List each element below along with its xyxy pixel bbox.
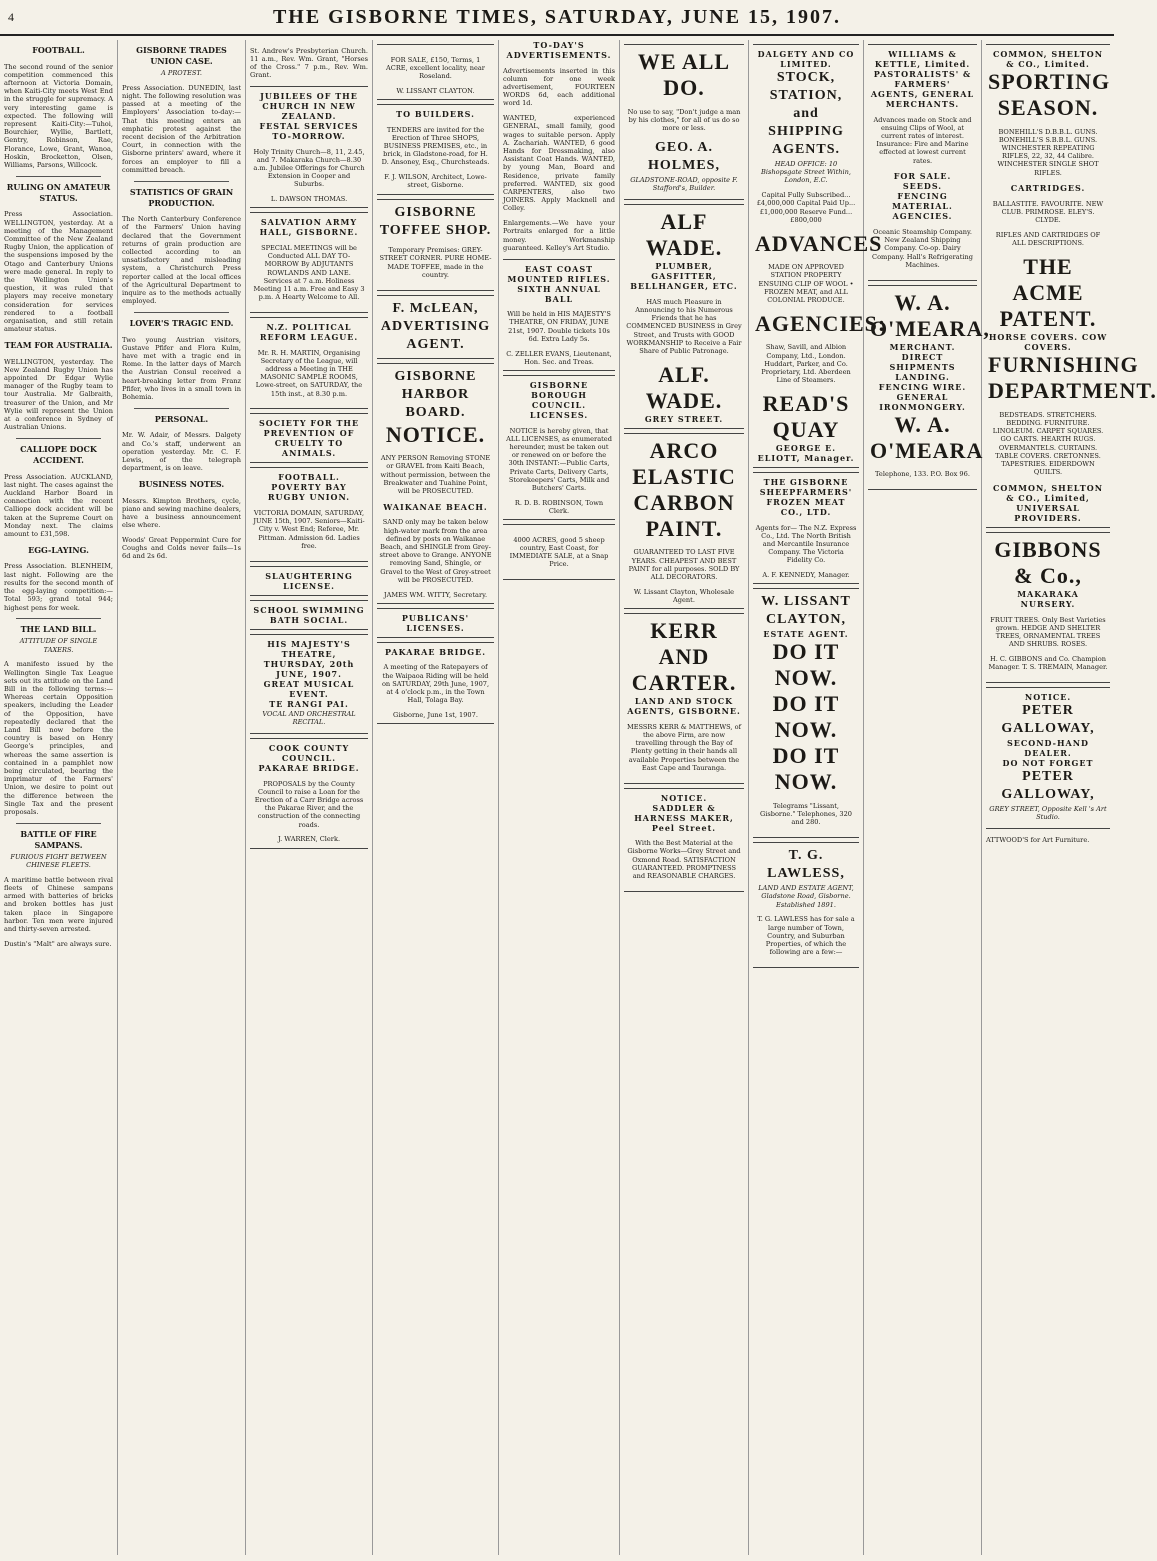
stock-heading: STOCK, STATION, and SHIPPING AGENTS.	[768, 70, 844, 157]
furnishing-text: BEDSTEADS. STRETCHERS. BEDDING. FURNITURE. LINOLEUM. CARPET SQUARES. GO CARTS. HEARTH RUGS. OVERMANTELS. CURTAINS. TABLE COVERS. CRETONNES. TAPESTRIES. EIDERDOWN QUILTS.	[992, 410, 1104, 477]
article-grain: The North Canterbury Conference of the Farmers' Union having declared that the Government returns of grain production are collected according to an unsatisfactory and misleading system, a Christchurch Press reporter called at the local offices of the Agricultural Department to inquire as to the methods actually employed.	[122, 215, 241, 306]
recital-subheading: VOCAL AND ORCHESTRAL RECITAL.	[262, 709, 356, 726]
builders-text: TENDERS are invited for the Erection of Three SHOPS, BUSINESS PREMISES, etc., in brick, in Gladstone-road, for H. D. Ansoney, Esq., Churchsteads.	[381, 125, 490, 167]
kerr-subheading: LAND AND STOCK AGENTS, GISBORNE.	[627, 696, 741, 717]
divider	[16, 823, 101, 824]
footer-ad: Dustin's "Malt" are always sure.	[4, 939, 112, 948]
dalgety-heading: DALGETY AND CO LIMITED.	[757, 49, 855, 69]
divider	[134, 312, 229, 313]
williams-text: Advances made on Stock and ensuing Clips of Wool, at current rates of interest. Insurance: Fire and Marine effected at lowest current rates.	[873, 115, 972, 165]
forget-heading: DO NOT FORGET	[1002, 758, 1094, 769]
terangi-heading: TE RANGI PAI.	[269, 698, 349, 709]
today-text: Advertisements inserted in this column for one week advertisement, FOURTEEN WORDS 6d, each additional word 1d.	[503, 66, 615, 108]
forsale-agent: W. LISSANT CLAYTON.	[396, 86, 475, 95]
advances-text: MADE ON APPROVED STATION PROPERTY ENSUING CLIP OF WOOL • FROZEN MEAT, and ALL COLONIAL PRODUCE.	[758, 263, 854, 305]
heading-sampans: BATTLE OF FIRE SAMPANS.	[20, 828, 97, 850]
licence-heading: PUBLICANS' LICENSES.	[401, 612, 470, 633]
gibbons-heading: GIBBONS & Co.,	[994, 537, 1102, 589]
pastoral-heading: PASTORALISTS' & FARMERS' AGENTS, GENERAL MERCHANTS.	[870, 69, 975, 109]
omeara-heading-2: W. A. O'MEARA	[870, 411, 984, 463]
lawless-subheading: LAND AND ESTATE AGENT, Gladstone Road, Gisborne. Established 1891.	[758, 884, 854, 909]
licenses-heading: LICENSES.	[529, 410, 589, 421]
galloway-heading: PETER GALLOWAY,	[1001, 703, 1095, 737]
toffee-heading: GISBORNE TOFFEE SHOP.	[379, 204, 492, 238]
event-heading: GREAT MUSICAL EVENT.	[263, 678, 355, 699]
heading-football: FOOTBALL.	[32, 45, 85, 55]
ad-gibbons	[986, 532, 1110, 683]
ad-toffee	[377, 199, 494, 291]
article-trades: Press Association. DUNEDIN, last night. The following resolution was passed at a meeting of the Employers' Association to-day:—That this meeting enters an emphatic protest against the recent decision of the Arbitration Court, in connection with the Gisborne printers' award, where it forces an employer to fill a committed breach.	[122, 83, 241, 174]
ad-salvation	[250, 212, 368, 313]
merchant-heading: MERCHANT.	[889, 341, 956, 352]
wade-heading-2: ALF. WADE.	[645, 361, 723, 413]
harbor-signature: JAMES WM. WITTY, Secretary.	[383, 590, 488, 599]
ad-lawless	[753, 842, 859, 968]
column-6	[620, 40, 749, 1555]
borough-heading: GISBORNE BOROUGH COUNCIL.	[529, 380, 589, 411]
borough-text: NOTICE is hereby given, that ALL LICENSES, as enumerated hereunder, must be taken out or renewed on or before the 30th INSTANT:—Public Carts, Private Carts, Delivery Carts, Storekeepers' Carts, Milk and Butchers' Carts.	[506, 426, 612, 493]
ad-galloway	[986, 687, 1110, 829]
holmes-heading: GEO. A. HOLMES,	[648, 139, 720, 173]
article-egg: Press Association. BLENHEIM, last night. Following are the results for the second month of the egg-laying competition:—Total 593; grand total 944; highest pens for week.	[4, 562, 113, 612]
column-1	[0, 40, 118, 1555]
heading-personal: PERSONAL.	[154, 413, 209, 424]
article-team: WELLINGTON, yesterday. The New Zealand Rugby Union has appointed Dr Edgar Wylie manager of the Rugby team to tour Australia. Mr Galbraith, treasurer of the Union, and Mr Wylie will represent the Union at a conference in Sydney of Australian Unions.	[4, 357, 113, 432]
theatre-heading: HIS MAJESTY'S THEATRE, THURSDAY, 20th JUNE, 1907.	[263, 638, 355, 679]
direct-heading: DIRECT SHIPMENTS LANDING.	[889, 351, 956, 382]
divider	[16, 438, 101, 439]
ad-kerr	[624, 613, 744, 783]
ad-society	[250, 413, 368, 463]
notice-heading: NOTICE.	[385, 421, 486, 447]
ad-arco	[624, 433, 744, 609]
galloway-address: GREY STREET, Opposite Kell 's Art Studio.	[989, 805, 1107, 822]
jubilee-text: Holy Trinity Church—8, 11, 2.45, and 7. Makaraka Church—8.30 a.m. Jubilee Offerings for Church Extension in Cooper and Suburbs.	[253, 147, 365, 189]
arco-signature: W. Lissant Clayton, Wholesale Agent.	[633, 587, 735, 605]
cartridges-text: BALLASTITE. FAVOURITE. NEW CLUB. PRIMROSE. ELEY'S. CLYDE.	[992, 200, 1104, 225]
subheading-landbill: ATTITUDE OF SINGLE TAXERS.	[19, 637, 98, 654]
waikanae-heading: WAIKANAE BEACH.	[383, 501, 488, 512]
church-notice: St. Andrew's Presbyterian Church. 11 a.m., Rev. Wm. Grant, "Horses of the Cross." 7 p.m., Rev. Wm. Grant.	[250, 46, 368, 80]
football-heading: FOOTBALL.	[278, 472, 340, 483]
heading-landbill: THE LAND BILL.	[20, 624, 97, 635]
rugby-heading: POVERTY BAY RUGBY UNION.	[267, 482, 351, 503]
borough-signature: R. D. B. ROBINSON, Town Clerk.	[514, 498, 604, 516]
county-text: PROPOSALS by the County Council to raise a Loan for the Erection of a Carr Bridge across the Pakarae River, and the construction of the connecting roads.	[254, 779, 364, 829]
ad-saddler	[624, 788, 744, 892]
rifles-text: RIFLES AND CARTRIDGES OF ALL DESCRIPTIONS.	[995, 231, 1101, 248]
lawless-heading: T. G. LAWLESS,	[767, 848, 845, 882]
builders-heading: TO BUILDERS.	[396, 109, 475, 119]
article-football: The second round of the senior competition commenced this afternoon at Victoria Domain, when Kaiti-City meets West End in the struggle for supremacy. A very interesting game is expected. The following will represent Kaiti-City:—Tuhoi, Bourchier, Wyllie, Bartlett, Gentry, Robinson, Rae, Florance, Lowe, Grant, Wanoa, Hoskin, Brocketton, Olsen, Williams, Parsons, Willcock.	[4, 62, 113, 170]
harbor-heading: GISBORNE HARBOR BOARD.	[394, 368, 477, 420]
dalgety-office: HEAD OFFICE: 10 Bishopsgate Street Within, London, E.C.	[761, 160, 851, 185]
kerr-heading: KERR AND CARTER.	[631, 618, 737, 696]
ad-licence	[377, 608, 494, 638]
wanted-ads: WANTED, experienced GENERAL, small family, good wages to suitable person. Apply A. Zachariah. WANTED, 6 good Hands for Dressmaking, also Assistant Coat Hands. WANTED, by young Man, Board and Residence, private family preferred. WANTED, six good CARPENTERS, also two JOINERS. Apply Macknell and Colley.	[503, 114, 615, 213]
county-signature: J. WARREN, Clerk.	[277, 835, 341, 844]
article-lover: Two young Austrian visitors, Gustave Pfifer and Flora Kulm, have met with a tragic end in Rome. In the latter days of March the Austrian Consul received a heart-breaking letter from Franz Pfifer, who lives in a small town in Bohemia.	[122, 335, 241, 402]
wade-heading: ALF WADE.	[645, 209, 723, 261]
ad-dalgety	[753, 44, 887, 468]
divider	[134, 181, 229, 182]
jubilee-signature: L. DAWSON THOMAS.	[270, 195, 348, 204]
agencies-heading: AGENCIES.	[892, 211, 953, 222]
masthead	[0, 0, 1114, 36]
ad-borough	[503, 375, 615, 520]
ad-omeara	[868, 285, 990, 490]
ball-heading: SIXTH ANNUAL BALL	[517, 283, 601, 304]
common-heading-2: COMMON, SHELTON & CO., Limited,	[992, 483, 1104, 504]
column-4	[373, 40, 499, 1555]
heading-lover: LOVER'S TRAGIC END.	[129, 318, 234, 329]
subheading-sampans: FURIOUS FIGHT BETWEEN CHINESE FLEETS.	[10, 852, 107, 869]
sale-heading: FOR SALE.	[893, 171, 952, 182]
jubilee-heading: JUBILEES OF THE CHURCH IN NEW ZEALAND.	[260, 91, 358, 121]
bridge-heading: PAKARAE BRIDGE.	[384, 646, 487, 657]
lawless-text: T. G. LAWLESS has for sale a large number of Town, Country, and Suburban Properties, of which the following are a few:—	[757, 915, 855, 957]
weall-text: No use to say, "Don't judge a man by his clothes," for all of us do so more or less.	[627, 107, 741, 132]
ad-swim	[250, 600, 368, 630]
heading-grain: STATISTICS OF GRAIN PRODUCTION.	[129, 186, 234, 208]
salvation-text: SPECIAL MEETINGS will be Conducted ALL DAY TO-MORROW By ADJUTANTS ROWLANDS AND LANE. Services at 7 a.m. Holiness Meeting 11 a.m. Free and Easy 3 p.m. A Hearty Welcome to All.	[253, 244, 365, 302]
bridge-signature: Gisborne, June 1st, 1907.	[393, 711, 478, 720]
bridge-text: A meeting of the Ratepayers of the Waipaoa Riding will be held on SATURDAY, 29th June, 1907, at 4 o'clock p.m., in the Town Hall, Tolaga Bay.	[381, 663, 490, 705]
column-8	[864, 40, 990, 1555]
dealer-heading: SECOND-HAND DEALER.	[1007, 738, 1089, 759]
newspaper-title: THE GISBORNE TIMES, SATURDAY, JUNE 15, 1907.	[272, 5, 842, 28]
enlargement-ad: Enlargements.—We have your Portraits enlarged for a little money. Workmanship guaranteed. Kelley's Art Studio.	[503, 219, 615, 252]
plumber-heading: PLUMBER, GASFITTER, BELLHANGER, ETC.	[630, 261, 738, 292]
galloway-heading-2: PETER GALLOWAY,	[1001, 769, 1095, 803]
sporting-heading: SPORTING SEASON.	[988, 69, 1111, 120]
weall-heading: WE ALL DO.	[637, 49, 731, 100]
ad-harbor	[377, 363, 494, 604]
footer-ad: Woods' Great Peppermint Cure for Coughs and Colds never fails—1s 6d and 2s 6d.	[122, 536, 241, 561]
doit-1: DO IT NOW.	[772, 639, 840, 691]
mclean-heading: F. McLEAN, ADVERTISING AGENT.	[380, 300, 491, 352]
forsale-text: FOR SALE, £150, Terms, 1 ACRE, excellent locality, near Roseland.	[386, 55, 485, 80]
footer-ad: ATTWOOD'S for Art Furniture.	[986, 836, 1090, 845]
williams-heading: WILLIAMS & KETTLE, Limited.	[874, 49, 971, 69]
ironmongery-heading: GENERAL IRONMONGERY.	[879, 391, 966, 412]
universal-heading: UNIVERSAL PROVIDERS.	[1014, 503, 1082, 524]
omeara-heading: W. A. O'MEARA,	[870, 289, 990, 341]
agencies-text: Shaw, Savill, and Albion Company, Ltd., London. Huddart, Parker, and Co. Proprietary, Ltd. Aberdeen Line of Steamers.	[761, 343, 851, 385]
ad-williams	[868, 44, 977, 281]
toffee-text: Temporary Premises: GREY-STREET CORNER. PURE HOME-MADE TOFFEE, made in the country.	[379, 246, 492, 279]
quay-manager: GEORGE E. ELIOTT, Manager.	[757, 443, 855, 464]
saddler-heading: SADDLER & HARNESS MAKER, Peel Street.	[634, 802, 734, 833]
county-heading: COOK COUNTY COUNCIL.	[268, 743, 350, 764]
acres-text: 4000 ACRES, good 5 sheep country, East Coast, for IMMEDIATE SALE, at a Snap Price.	[509, 535, 609, 569]
divider	[16, 618, 101, 619]
ad-rifles	[503, 259, 615, 371]
ad-builders	[377, 104, 494, 195]
ad-rugby	[250, 467, 368, 561]
article-business: Messrs. Kimpton Brothers, cycle, piano and sewing machine dealers, have a business announcement else where.	[122, 496, 241, 530]
williams-agencies: Oceanic Steamship Company. New Zealand Shipping Company. Co-op. Dairy Company. Hall's Refrigerating Machines.	[872, 228, 973, 269]
acme-subheading: HORSE COVERS. COW COVERS.	[988, 332, 1108, 353]
political-heading: N.Z. POLITICAL REFORM LEAGUE.	[259, 322, 359, 343]
sheep-signature: A. F. KENNEDY, Manager.	[762, 571, 850, 580]
divider	[16, 176, 101, 177]
nursery-heading: MAKARAKA NURSERY.	[1017, 589, 1079, 610]
slaughter-heading: SLAUGHTERING LICENSE.	[265, 570, 353, 591]
ad-political	[250, 317, 368, 409]
ad-mclean	[377, 295, 494, 359]
arco-heading: ARCO ELASTIC CARBON PAINT.	[632, 437, 736, 541]
wade-text: HAS much Pleasure in Announcing to his Numerous Friends that he has COMMENCED BUSINESS in Grey Street, and Trusts with GOOD WORKMANSHIP to Receive a Fair Share of Public Patronage.	[626, 297, 742, 356]
pakarae-heading: PAKARAE BRIDGE.	[258, 763, 360, 774]
galloway-notice: NOTICE.	[1024, 692, 1072, 703]
fencing-heading: FENCING MATERIAL.	[892, 191, 953, 212]
heading-amateur: RULING ON AMATEUR STATUS.	[6, 181, 111, 203]
waikanae-text: SAND only may be taken below high-water mark from the area defined by posts on Waikanae Beach, and SHINGLE from Grey-street above to Grange. ANYONE removing Sand, Shingle, or Gravel to the West of Grey-street will be PROSECUTED.	[379, 518, 492, 584]
column-2	[118, 40, 246, 1555]
heading-calliope: CALLIOPE DOCK ACCIDENT.	[20, 444, 97, 466]
omeara-telephone: Telephone, 133. P.O. Box 96.	[875, 470, 970, 479]
ball-signature: C. ZELLER EVANS, Lieutenant, Hon. Sec. and Treas.	[506, 349, 612, 366]
column-7	[749, 40, 887, 1555]
dalgety-capital: Capital Fully Subscribed...£4,000,000 Capital Paid Up...£1,000,000 Reserve Fund...£800,000	[756, 191, 856, 224]
acme-heading: THE ACME PATENT.	[999, 254, 1097, 332]
ad-theatre	[250, 634, 368, 734]
column-5	[499, 40, 620, 1555]
wade-street: GREY STREET.	[644, 413, 724, 424]
festal-heading: FESTAL SERVICES TO-MORROW.	[259, 121, 359, 141]
sheep-text: Agents for— The N.Z. Express Co., Ltd. The North British and Mercantile Insurance Company. The Victoria Fidelity Co.	[755, 523, 857, 565]
ad-bridge	[377, 642, 494, 724]
article-sampans: A maritime battle between rival fleets of Chinese sampans armed with batteries of bricks and broken bottles has just taken place in Singapore harbor. Ten men were injured and thirty-seven arrested.	[4, 875, 113, 933]
nursery-manager: H. C. GIBBONS and Co. Champion Manager. T. S. TREMAIN, Manager.	[988, 655, 1108, 672]
ad-acres	[503, 524, 615, 580]
seeds-heading: SEEDS.	[902, 181, 943, 192]
column-9	[982, 40, 1157, 1555]
heading-trades: GISBORNE TRADES UNION CASE.	[136, 45, 227, 66]
builders-signature: F. J. WILSON, Architect, Lowe-street, Gisborne.	[384, 173, 487, 190]
today-heading: TO-DAY'S ADVERTISEMENTS.	[506, 40, 612, 60]
ad-sheepfarmers	[753, 472, 859, 584]
society-heading: SOCIETY FOR THE PREVENTION OF CRUELTY TO ANIMALS.	[258, 418, 360, 459]
doit-3: DO IT NOW.	[772, 743, 840, 795]
saddler-notice: NOTICE.	[660, 792, 708, 803]
column-3	[246, 40, 373, 1555]
lissant-heading: W. LISSANT CLAYTON,	[761, 594, 851, 628]
advances-heading: ADVANCES	[755, 230, 883, 256]
common-heading: COMMON, SHELTON & CO., Limited.	[992, 49, 1104, 69]
ad-common	[986, 44, 1157, 528]
sporting-text: BONEHILL'S D.B.B.L. GUNS. BONEHILL'S S.B.B.L. GUNS. WINCHESTER REPEATING RIFLES, 22, 32, 44 Calibre. WINCHESTER SINGLE SHOT RIFLES.	[997, 127, 1099, 177]
furnishing-heading: FURNISHING DEPARTMENT.	[988, 352, 1157, 404]
ad-slaughter	[250, 566, 368, 596]
article-landbill: A manifesto issued by the Wellington Single Tax League sets out its attitude on the Land Bill in the following terms:—Whereas certain Opposition speakers, including the Leader of the Opposition, have repeatedly declared that the Land Bill now before the country is based on Henry George's principles, and whereas the same assertion is contained in a pamphlet now being circulated, bearing the imprimatur of the Farmers' Union, we desire to point out the difference between the Single Tax and the present proposals.	[4, 660, 113, 816]
kerr-text: MESSRS KERR & MATTHEWS, of the above Firm, are now travelling through the Bay of Plenty getting in their hands all available Properties between the East Cape and Tauranga.	[626, 722, 742, 772]
harbor-text: ANY PERSON Removing STONE or GRAVEL from Kaiti Beach, without permission, between the Breakwater and Tuahine Point, will be PROSECUTED.	[380, 454, 491, 496]
lissant-telegrams: Telegrams "Lissant, Gisborne." Telephones, 320 and 280.	[759, 802, 853, 827]
ad-holmes	[624, 44, 744, 200]
salvation-heading: SALVATION ARMY HALL, GISBORNE.	[259, 217, 359, 238]
political-text: Mr. R. H. MARTIN, Organising Secretary of the League, will address a Meeting in THE MASONIC SAMPLE ROOMS, Lowe-street, on SATURDAY, the 15th inst., at 8.30 p.m.	[255, 348, 363, 398]
cartridges-heading: CARTRIDGES.	[1010, 183, 1086, 194]
ad-county	[250, 738, 368, 849]
article-personal: Mr. W. Adair, of Messrs. Dalgety and Co.'s staff, underwent an operation yesterday. Mr. C. F. Lewis, of the telegraph department, is on leave.	[122, 431, 241, 473]
agencies-heading: AGENCIES:	[755, 310, 887, 336]
heading-business: BUSINESS NOTES.	[138, 479, 225, 490]
ad-wade	[624, 204, 744, 429]
heading-team: TEAM FOR AUSTRALIA.	[4, 340, 113, 351]
doit-2: DO IT NOW.	[772, 691, 840, 743]
holmes-address: GLADSTONE-ROAD, opposite F. Stafford's, Builder.	[630, 175, 738, 192]
rugby-text: VICTORIA DOMAIN, SATURDAY, JUNE 15th, 1907. Seniors—Kaiti-City v. West End; Referee, Mr. Pittman. Admission 6d. Ladies free.	[253, 509, 365, 550]
ad-forsale	[377, 44, 494, 100]
rifles-heading: EAST COAST MOUNTED RIFLES.	[507, 263, 611, 284]
quay-heading: READ'S QUAY	[762, 391, 850, 443]
fencing-wire-heading: FENCING WIRE.	[878, 381, 967, 392]
subheading-trades: A PROTEST.	[161, 69, 202, 77]
ball-text: Will be held in HIS MAJESTY'S THEATRE, ON FRIDAY, JUNE 21st, 1907. Double tickets 10s 6d. Extra Lady 5s.	[507, 310, 611, 343]
nursery-text: FRUIT TREES. Only Best Varieties grown. HEDGE AND SHELTER TREES, ORNAMENTAL TREES AND SHRUBS. ROSES.	[990, 615, 1106, 649]
swim-heading: SCHOOL SWIMMING BATH SOCIAL.	[253, 604, 365, 625]
page-number: 4	[8, 9, 14, 24]
article-amateur: Press Association. WELLINGTON, yesterday. At a meeting of the Management Committee of the New Zealand Rugby Union, the application of the suspensions imposed by the Otago and Canterbury Unions were made general. In reply to the Wellington Union's question, it was ruled that players may receive monetary consideration for services rendered to a football organisation, and still retain amateur status.	[4, 210, 113, 334]
ad-lissant	[753, 588, 859, 838]
ad-jubilee	[250, 86, 368, 208]
sheep-heading: THE GISBORNE SHEEPFARMERS' FROZEN MEAT CO., LTD.	[759, 477, 853, 518]
article-calliope: Press Association. AUCKLAND, last night. The cases against the Auckland Harbor Board in connection with the recent Calliope dock accident will be taken at the Supreme Court on Monday next. The claims amount to £31,598.	[4, 472, 113, 539]
arco-text: GUARANTEED TO LAST FIVE YEARS. CHEAPEST AND BEST PAINT for all purposes. SOLD BY ALL DECORATORS.	[628, 548, 740, 582]
heading-egg: EGG-LAYING.	[28, 544, 89, 555]
saddler-text: With the Best Material at the Gisborne Works—Grey Street and Oxmond Road. SATISFACTION GUARANTEED. PROMPTNESS and REASONABLE CHARGES.	[627, 839, 741, 881]
divider	[134, 408, 229, 409]
estate-heading: ESTATE AGENT.	[763, 629, 849, 640]
